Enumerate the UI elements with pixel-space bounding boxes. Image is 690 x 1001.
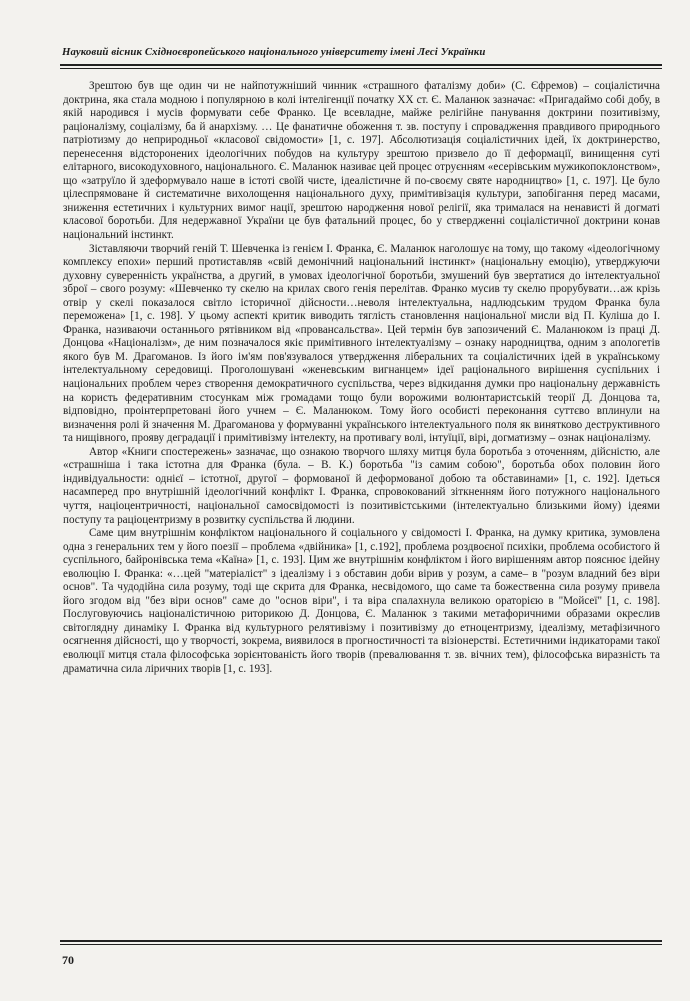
header-rule bbox=[60, 64, 662, 66]
running-header: Науковий вісник Східноєвропейського національного університету імені Лесі Українки bbox=[62, 46, 486, 58]
paragraph-book-of-observations: Автор «Книги спостережень» зазначає, що ознакою творчого шляху митця була боротьба з оточенням, дійсністю, але «страшніша і така істотна для Франка (була. – В. К.) боротьба "із самим собою", боротьба обох половин його індивідуальности: однієї – істотної, другої – формованої й деформованої добою та обставинами» [1, с. 192]. Ідеться насамперед про внутрішній ідеологічний конфлікт І. Франка, спровокований зіткненням його потужного національного чуття, націоцентричності, національної самосвідомості із позитивістськими (інтелектуально близькими йому) ідеями поступу та раціоцентризму в розвитку суспільства й людини. bbox=[63, 445, 660, 526]
article-body bbox=[63, 80, 660, 940]
paragraph-internal-conflict: Саме цим внутрішнім конфліктом національного й соціального у свідомості І. Франка, на думку критика, зумовлена одна з генеральних тем у його поезії – проблема «двійника» [1, с.192], проблема роздвоєної психіки, проблема особистого й суспільного, байронівська тема «Каїна» [1, с. 193]. Цим же внутрішнім конфліктом і його вирішенням автор пояснює ідейну еволюцію І. Франка: «…цей "матеріаліст" з ідеалізму і з обставин доби вірив у розум, а саме– в "розум владний без віри основ". Та чудодійна сила розуму, тоді ще скрита для Франка, несвідомого, що саме та божественна сила розуму привела його згодом від "без віри основ" саме до "основ віри", і та віра спалахнула великою ораторією в "Мойсеї" [1, с. 198]. Послуговуючись націоналістичною риторикою Д. Донцова, Є. Маланюк з такими метафоричними образами окреслив світоглядну динаміку І. Франка від культурного релятивізму і позитивізму до етноцентризму, ідеалізму, метафізичного осягнення дійсності, що у творчості, зокрема, виявилося в прогностичності та візіонерстві. Естетичними індикаторами такої еволюції митця стала філософська зорієнтованість його творів (превалювання т. зв. вічних тем), філософська виразність та драматична сила ліричних творів [1, с. 193]. bbox=[63, 527, 660, 675]
paragraph-socialist-doctrine: Зрештою був ще один чи не найпотужніший чинник «страшного фаталізму доби» (С. Єфремов) – соціалістична доктрина, яка стала модною і популярною в колі інтелігенції початку XX ст. Є. Маланюк зазначає: «Пригадаймо собі добу, в якій народився і мусів формувати себе Франко. Це всевладне, майже релігійне панування доктрини позитивізму, раціоналізму, соціалізму, ба й анархізму. … Це фанатичне обоження т. зв. поступу і спровадження правдивого природнього патріотизму до неприродньої «класової свідомости» [1, с. 197]. Абсолютизація соціалістичних ідей, їх доктринерство, перенесення відсторонених ідеологічних побудов на культуру зрештою призвело до її деформації, винищення суті елітарного, високодуховного, національного. Є. Маланюк називає цей процес отруєнням «есерівським мужикопоклонством», що «затруїло й здеформувало наше в істоті своїй чисте, ідеалістичне й по-своєму святе народництво» [1, с. 197]. Це було цілеспрямоване й систематичне вихолощення національного духу, примітивізація культури, запобігання перед масами, зниження естетичних і культурних вимог нації, зрештою народження нової релігії, яка трималася на ненависті й догматі класової боротьби. Для недержавної України це був фатальний процес, бо у ствердженні соціалістичної доктрини конав національний інстинкт. bbox=[63, 80, 660, 242]
footer-rule-thin bbox=[60, 944, 662, 945]
page-number: 70 bbox=[62, 953, 74, 967]
paragraph-shevchenko-franko: Зіставляючи творчий геній Т. Шевченка із генієм І. Франка, Є. Маланюк наголошує на тому, що такому «ідеологічному комплексу епохи» перший протиставляв «свій демонічний національний інстинкт» (національну емоцію), утверджуючи духовну суверенність українства, а другий, в умовах ідеологічної боротьби, змушений був звертатися до інтелектуальної зброї – свого розуму: «Шевченко ту скелю на крилах свого генія перелітав. Франко мусив ту скелю прорубувати…аж крізь отвір у скелі показалося світло історичної дійсности…неволя інтелектуальна, надлюдським трудом Франка була переможена» [1, с. 198]. У цьому аспекті критик виводить тяглість становлення національної мисли від П. Куліша до І. Франка, називаючи останнього рятівником від «провансальства». Цей термін був запозичений Є. Маланюком із праці Д. Донцова «Націоналізм», де ним позначалося якіє примітивного інтелектуалізму – ознаку народництва, одним з апологетів якого був М. Драгоманов. Із його ім'ям пов'язувалося утвердження ліберальних та соціалістичних ідей в українському інтелектуальному середовищі. Проголошувані «женевським вигнанцем» ідеї раціонального вирішення суспільних і національних проблем через створення демократичного суспільства, через відкидання думки про національну державність на користь федеративним стосункам між громадами тощо були ворожими волюнтаристській теорії Д. Донцова та, відповідно, проінтерпретовані його учнем – Є. Маланюком. Тому його особисті переконання суттєво вплинули на визначення ролі й значення М. Драгоманова у формуванні українського інтелектуального поля як винятково деструктивного та нищівного, прояву деградації і примітивізму інтелекту, на противагу волі, інтуїції, вірі, догматизму – ознак націоналізму. bbox=[63, 242, 660, 445]
footer-rule bbox=[60, 940, 662, 942]
header-rule-thin bbox=[60, 68, 662, 69]
